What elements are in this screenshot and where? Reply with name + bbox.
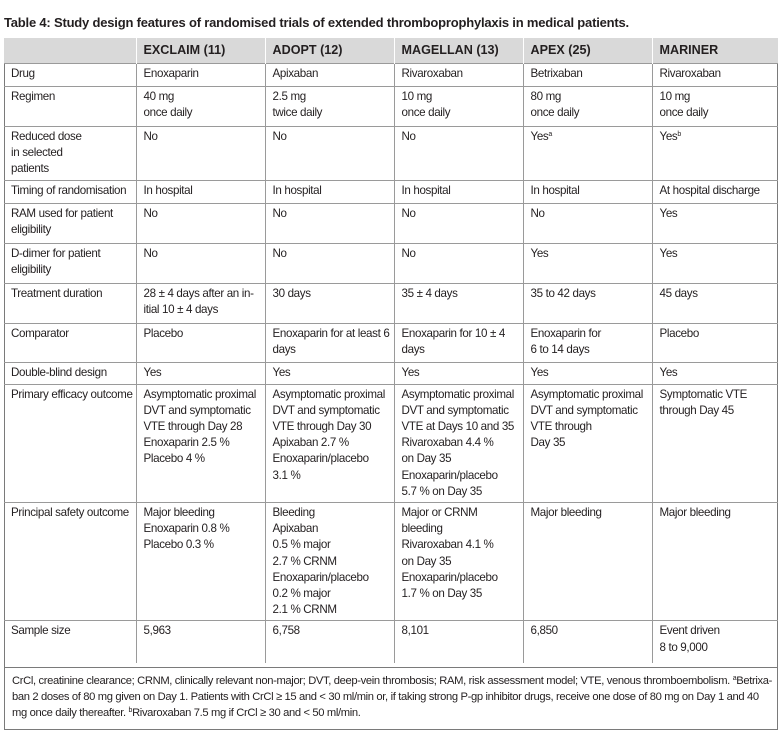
cell-text: Yes (530, 130, 549, 143)
table-cell: Major bleeding (523, 503, 652, 621)
table-row-regimen (4, 87, 778, 127)
table-cell: Apixaban (265, 64, 394, 87)
footnote-mark-a: a (732, 675, 737, 682)
header-exclaim: EXCLAIM (11) (136, 38, 265, 64)
table-cell: Enoxaparin for 10 ± 4 days (394, 323, 523, 362)
table-cell: In hospital (265, 180, 394, 203)
table-cell: Enoxaparin for at least 6 days (265, 323, 394, 362)
table-cell: Enoxaparin for 6 to 14 days (523, 323, 652, 362)
table-cell (652, 127, 778, 181)
table-cell: Rivaroxaban (394, 64, 523, 87)
table-cell: 10 mg once daily (394, 87, 523, 127)
table-cell: Major bleeding (652, 503, 778, 621)
table-cell: No (265, 243, 394, 283)
table-cell: Yes (652, 362, 778, 384)
row-label: Double-blind design (11, 365, 107, 379)
table-cell: At hospital discharge (652, 180, 778, 203)
table-cell: Yes (265, 362, 394, 384)
table-cell: 6,758 (265, 621, 394, 663)
table-cell: 10 mg once daily (652, 87, 778, 127)
header-mariner: MARINER (652, 38, 778, 64)
header-adopt: ADOPT (12) (265, 38, 394, 64)
table-row-ram (4, 203, 778, 243)
row-label: Comparator (11, 326, 69, 340)
table-cell: Enoxaparin (136, 64, 265, 87)
table-cell: 80 mg once daily (523, 87, 652, 127)
table-cell: Symptomatic VTE through Day 45 (652, 384, 778, 502)
row-label: RAM used for patient eligibility (11, 206, 113, 236)
table-cell: No (394, 243, 523, 283)
table-cell: 30 days (265, 283, 394, 323)
table-cell: Yes (652, 243, 778, 283)
table-cell: Bleeding Apixaban 0.5 % major 2.7 % CRNM Enoxaparin/placebo 0.2 % major 2.1 % CRNM (265, 503, 394, 621)
footnote-b-text: Rivaroxaban 7.5 mg if CrCl ≥ 30 and < 50 ml/min. (132, 707, 361, 719)
table-row-timing (4, 180, 778, 203)
table-cell: 40 mg once daily (136, 87, 265, 127)
table-cell (523, 127, 652, 181)
header-magellan: MAGELLAN (13) (394, 38, 523, 64)
row-label: D-dimer for patient eligibility (11, 246, 101, 276)
table-row-sample-size (4, 621, 778, 663)
row-label: Drug (11, 67, 35, 80)
table-cell: 5,963 (136, 621, 265, 663)
table-cell: Yes (136, 362, 265, 384)
table-cell: Asymptomatic proximal DVT and symptomatic VTE through Day 30 Apixaban 2.7 % Enoxaparin/placebo 3.1 % (265, 384, 394, 502)
row-label: Sample size (11, 624, 71, 638)
table-cell: In hospital (394, 180, 523, 203)
table-cell: No (265, 203, 394, 243)
table-cell: No (136, 127, 265, 181)
table-cell: Placebo (136, 323, 265, 362)
table-cell: Rivaroxaban (652, 64, 778, 87)
header-cell-blank (4, 38, 136, 64)
table-cell: Yes (652, 203, 778, 243)
table-cell: 45 days (652, 283, 778, 323)
table-cell: 2.5 mg twice daily (265, 87, 394, 127)
table-row-treatment-duration (4, 283, 778, 323)
table-header-row (4, 38, 778, 64)
table-cell: Major bleeding Enoxaparin 0.8 % Placebo 0.3 % (136, 503, 265, 621)
table-cell: Asymptomatic proximal DVT and symptomatic VTE through Day 28 Enoxaparin 2.5 % Placebo 4 % (136, 384, 265, 502)
table-caption: Table 4: Study design features of randomised trials of extended thromboprophylaxis in medical patients. (4, 15, 629, 30)
table-row-principal-safety (4, 503, 778, 621)
row-label: Primary efficacy outcome (11, 387, 133, 401)
study-design-table (4, 38, 778, 663)
table-row-d-dimer (4, 243, 778, 283)
footnote-abbreviations: CrCl, creatinine clearance; CRNM, clinically relevant non-major; DVT, deep-vein thrombosis; RAM, risk assessment model; VTE, venous thromboembolism. (12, 675, 733, 687)
table-cell: No (523, 203, 652, 243)
table-cell: Yes (523, 243, 652, 283)
row-label: Timing of randomisation (11, 183, 127, 197)
table-cell: 35 to 42 days (523, 283, 652, 323)
table-cell: No (136, 203, 265, 243)
table-footnote (4, 667, 778, 730)
table-cell: Event driven 8 to 9,000 (652, 621, 778, 663)
table-cell: In hospital (523, 180, 652, 203)
footnote-mark-a: a (548, 131, 552, 138)
row-label: Regimen (11, 90, 55, 103)
table-cell: No (394, 127, 523, 181)
table-cell: Placebo (652, 323, 778, 362)
footnote-mark-b: b (128, 707, 133, 714)
table-row-drug (4, 64, 778, 87)
row-label: Principal safety outcome (11, 506, 129, 520)
table-cell: Asymptomatic proximal DVT and symptomatic VTE at Days 10 and 35 Rivaroxaban 4.4 % on Day 35 Enoxaparin/placebo 5.7 % on Day 35 (394, 384, 523, 502)
row-label: Treatment duration (11, 286, 103, 300)
table-cell: No (394, 203, 523, 243)
table-cell: 35 ± 4 days (394, 283, 523, 323)
header-apex: APEX (25) (523, 38, 652, 64)
table-cell: Betrixaban (523, 64, 652, 87)
table-cell: 8,101 (394, 621, 523, 663)
table-cell: Yes (394, 362, 523, 384)
footnote-mark-b: b (677, 131, 681, 138)
table-row-comparator (4, 323, 778, 362)
table-cell: 6,850 (523, 621, 652, 663)
table-row-double-blind (4, 362, 778, 384)
table-cell: Major or CRNM bleeding Rivaroxaban 4.1 % on Day 35 Enoxaparin/placebo 1.7 % on Day 35 (394, 503, 523, 621)
cell-text: Yes (659, 130, 678, 143)
table-row-reduced-dose (4, 127, 778, 181)
table-cell: No (136, 243, 265, 283)
table-cell: Asymptomatic proximal DVT and symptomatic VTE through Day 35 (523, 384, 652, 502)
table-row-primary-efficacy (4, 384, 778, 502)
table-cell: No (265, 127, 394, 181)
table-cell: 28 ± 4 days after an in- itial 10 ± 4 days (136, 283, 265, 323)
table-cell: In hospital (136, 180, 265, 203)
row-label: Reduced dose in selected patients (11, 130, 82, 176)
table-cell: Yes (523, 362, 652, 384)
footnote-a-text: Betrixa-ban 2 doses of 80 mg given on Day 1. Patients with CrCl ≥ 15 and < 30 ml/min or, if taking strong P-gp inhibitor drugs, receive one dose of 80 mg on Day 1 and 40 mg once daily thereafter. (12, 675, 772, 719)
